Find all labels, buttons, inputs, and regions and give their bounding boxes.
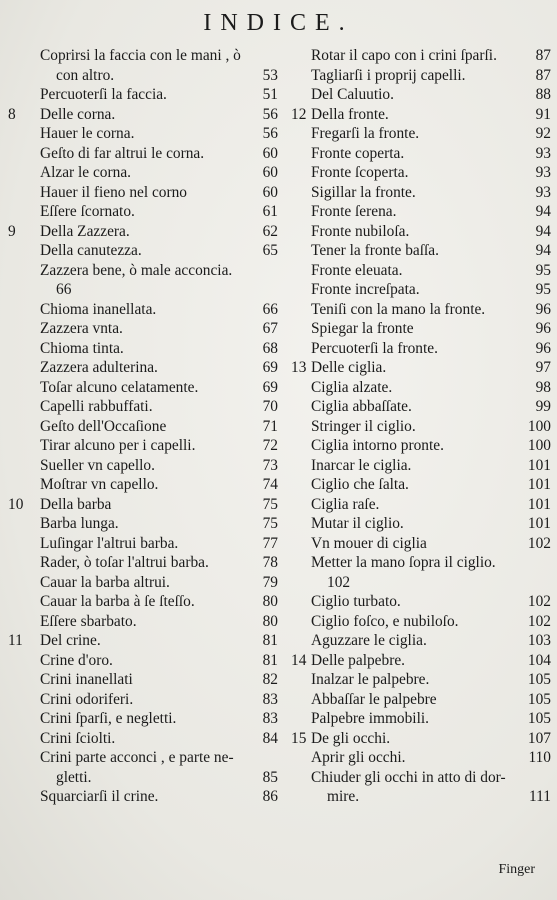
page-number: 51 bbox=[262, 86, 278, 103]
page-number: 83 bbox=[262, 690, 278, 708]
page-number: 101 bbox=[527, 456, 551, 474]
entry-text: Hauer le corna. bbox=[40, 125, 135, 142]
entry-text: Cauar la barba altrui. bbox=[40, 573, 170, 591]
entry-text: Tagliarſi i proprij capelli. bbox=[311, 66, 466, 84]
index-entry bbox=[291, 300, 551, 320]
page-number: 96 bbox=[535, 300, 551, 318]
page-number: 94 bbox=[535, 203, 551, 220]
entry-text: Hauer il fieno nel corno bbox=[40, 183, 188, 201]
index-entry bbox=[8, 85, 278, 105]
entry-text: gletti. bbox=[56, 768, 92, 786]
index-entry bbox=[291, 144, 551, 164]
index-entry bbox=[8, 46, 278, 66]
index-entry bbox=[291, 631, 551, 651]
entry-text: Metter la mano ſopra il ciglio. bbox=[311, 554, 496, 571]
index-entry bbox=[8, 631, 278, 651]
catchword: Finger bbox=[498, 862, 535, 877]
page-number: 75 bbox=[262, 495, 278, 513]
index-column-right bbox=[291, 46, 551, 807]
entry-text: Crini ſparſi, e negletti. bbox=[40, 710, 177, 727]
index-entry bbox=[291, 261, 551, 281]
page-number: 74 bbox=[262, 476, 278, 493]
entry-text: Zazzera vnta. bbox=[40, 320, 123, 337]
entry-text: Delle ciglia. bbox=[311, 359, 387, 376]
entry-text: Geſto dell'Occaſione bbox=[40, 417, 167, 435]
entry-text: Inarcar le ciglia. bbox=[311, 456, 412, 474]
index-entry bbox=[291, 46, 551, 66]
page-number: 105 bbox=[527, 710, 551, 727]
page-number: 81 bbox=[262, 651, 278, 669]
entry-text: Fregarſi la fronte. bbox=[311, 125, 420, 142]
entry-text: De gli occhi. bbox=[311, 729, 391, 747]
entry-text: Geſto di far altrui le corna. bbox=[40, 144, 205, 162]
entry-text: Chioma inanellata. bbox=[40, 300, 157, 318]
page-number: 56 bbox=[262, 125, 278, 142]
entry-text: mire. bbox=[327, 788, 360, 805]
entry-text: Rotar il capo con i crini ſparſi. bbox=[311, 47, 497, 64]
entry-text: Squarciarſi il crine. bbox=[40, 788, 159, 805]
entry-text: Luſingar l'altrui barba. bbox=[40, 534, 179, 552]
entry-text: Alzar le corna. bbox=[40, 164, 132, 181]
entry-text: Delle corna. bbox=[40, 105, 116, 123]
page-number: 80 bbox=[262, 612, 278, 630]
chapter-number: 12 bbox=[291, 105, 307, 123]
entry-text: Chiuder gli occhi in atto di dor- bbox=[311, 768, 506, 786]
page-number: 94 bbox=[535, 242, 551, 259]
entry-text: Crini odoriferi. bbox=[40, 690, 134, 708]
page-number: 101 bbox=[527, 495, 551, 513]
index-entry bbox=[8, 319, 278, 339]
page-number: 97 bbox=[535, 359, 551, 376]
index-entry bbox=[291, 358, 551, 378]
page-number: 88 bbox=[535, 86, 551, 103]
entry-text: Tirar alcuno per i capelli. bbox=[40, 437, 196, 454]
page-number: 102 bbox=[527, 612, 551, 630]
index-entry bbox=[8, 690, 278, 710]
entry-text: Eſſere sbarbato. bbox=[40, 612, 137, 630]
page-number: 96 bbox=[535, 339, 551, 357]
index-entry bbox=[291, 709, 551, 729]
entry-text: 102 bbox=[327, 573, 351, 591]
index-entry bbox=[8, 475, 278, 495]
index-entry bbox=[291, 573, 551, 593]
index-entry bbox=[8, 202, 278, 222]
entry-text: Ciglia alzate. bbox=[311, 378, 393, 396]
index-entry bbox=[291, 651, 551, 671]
page-number: 102 bbox=[527, 593, 551, 610]
index-entry bbox=[8, 378, 278, 398]
page-title: INDICE. bbox=[203, 10, 354, 36]
index-entry bbox=[8, 729, 278, 749]
page-number: 98 bbox=[535, 378, 551, 396]
index-entry bbox=[291, 241, 551, 261]
entry-text: Barba lunga. bbox=[40, 515, 119, 532]
index-entry bbox=[8, 300, 278, 320]
entry-text: Crini ſciolti. bbox=[40, 729, 116, 747]
entry-text: Chioma tinta. bbox=[40, 339, 124, 357]
chapter-number: 9 bbox=[8, 222, 16, 240]
index-entry bbox=[291, 456, 551, 476]
index-entry bbox=[291, 280, 551, 300]
page-number: 66 bbox=[262, 300, 278, 318]
index-entry bbox=[291, 124, 551, 144]
index-entry bbox=[8, 495, 278, 515]
entry-text: Aguzzare le ciglia. bbox=[311, 632, 427, 649]
index-entry bbox=[8, 241, 278, 261]
index-entry bbox=[291, 339, 551, 359]
chapter-number: 13 bbox=[291, 359, 307, 376]
index-entry bbox=[291, 475, 551, 495]
page-number: 92 bbox=[535, 125, 551, 142]
index-column-left bbox=[8, 46, 278, 807]
entry-text: Stringer il ciglio. bbox=[311, 417, 416, 435]
entry-text: Ciglio turbato. bbox=[311, 593, 401, 610]
index-entry bbox=[8, 612, 278, 632]
entry-text: Ciglia intorno pronte. bbox=[311, 437, 444, 454]
page-number: 87 bbox=[535, 47, 551, 64]
index-entry bbox=[8, 787, 278, 807]
index-entry bbox=[291, 768, 551, 788]
index-entry bbox=[291, 534, 551, 554]
page-number: 85 bbox=[262, 768, 278, 786]
page-number: 77 bbox=[262, 534, 278, 552]
index-entry bbox=[291, 183, 551, 203]
entry-text: Delle palpebre. bbox=[311, 651, 406, 669]
entry-text: Mutar il ciglio. bbox=[311, 515, 404, 532]
index-entry bbox=[291, 592, 551, 612]
index-entry bbox=[8, 339, 278, 359]
page-number: 69 bbox=[262, 378, 278, 396]
entry-text: Del Caluutio. bbox=[311, 86, 394, 103]
index-entry bbox=[8, 456, 278, 476]
chapter-number: 10 bbox=[8, 495, 24, 513]
index-entry bbox=[291, 553, 551, 573]
chapter-number: 14 bbox=[291, 651, 307, 669]
index-entry bbox=[291, 105, 551, 125]
entry-text: Fronte coperta. bbox=[311, 144, 405, 162]
index-entry bbox=[291, 787, 551, 807]
page-number: 93 bbox=[535, 183, 551, 201]
index-entry bbox=[8, 553, 278, 573]
page-number: 111 bbox=[529, 788, 551, 805]
page-number: 60 bbox=[262, 164, 278, 181]
page-number: 103 bbox=[527, 632, 551, 649]
entry-text: Capelli rabbuffati. bbox=[40, 398, 153, 415]
index-entry bbox=[291, 397, 551, 417]
index-entry bbox=[8, 436, 278, 456]
entry-text: Sueller vn capello. bbox=[40, 456, 155, 474]
index-entry bbox=[8, 66, 278, 86]
chapter-number: 11 bbox=[8, 632, 23, 649]
index-entry bbox=[291, 202, 551, 222]
page-number: 60 bbox=[262, 144, 278, 162]
page-number: 56 bbox=[262, 105, 278, 123]
index-entry bbox=[8, 163, 278, 183]
index-entry bbox=[291, 222, 551, 242]
entry-text: Della barba bbox=[40, 495, 112, 513]
entry-text: Vn mouer di ciglia bbox=[311, 534, 427, 552]
index-entry bbox=[8, 417, 278, 437]
page-number: 82 bbox=[262, 671, 278, 688]
entry-text: Aprir gli occhi. bbox=[311, 749, 406, 766]
page-number: 95 bbox=[535, 261, 551, 279]
entry-text: Fronte eleuata. bbox=[311, 261, 403, 279]
page-number: 95 bbox=[535, 281, 551, 298]
page-number: 68 bbox=[262, 339, 278, 357]
index-entry bbox=[8, 105, 278, 125]
entry-text: Fronte nubiloſa. bbox=[311, 222, 410, 240]
entry-text: Della fronte. bbox=[311, 105, 389, 123]
index-entry bbox=[291, 514, 551, 534]
index-entry bbox=[291, 690, 551, 710]
page-number: 84 bbox=[262, 729, 278, 747]
page-number: 93 bbox=[535, 144, 551, 162]
page-number: 75 bbox=[262, 515, 278, 532]
entry-text: Inalzar le palpebre. bbox=[311, 671, 430, 688]
page-number: 65 bbox=[262, 242, 278, 259]
page-number: 70 bbox=[262, 398, 278, 415]
page-number: 93 bbox=[535, 164, 551, 181]
entry-text: Della Zazzera. bbox=[40, 222, 130, 240]
entry-text: Abbaſſar le palpebre bbox=[311, 690, 437, 708]
entry-text: Del crine. bbox=[40, 632, 101, 649]
chapter-number: 8 bbox=[8, 105, 16, 123]
index-entry bbox=[291, 163, 551, 183]
page-number: 110 bbox=[528, 749, 551, 766]
entry-text: Crini inanellati bbox=[40, 671, 133, 688]
page-number: 67 bbox=[262, 320, 278, 337]
entry-text: Teniſi con la mano la fronte. bbox=[311, 300, 486, 318]
entry-text: Crini parte acconci , e parte ne- bbox=[40, 749, 234, 766]
index-entry bbox=[291, 319, 551, 339]
index-entry bbox=[8, 651, 278, 671]
index-entry bbox=[291, 729, 551, 749]
entry-text: Percuoterſi la faccia. bbox=[40, 86, 167, 103]
page-number: 86 bbox=[262, 788, 278, 805]
entry-text: Rader, ò toſar l'altrui barba. bbox=[40, 554, 209, 571]
index-entry bbox=[8, 534, 278, 554]
index-entry bbox=[291, 495, 551, 515]
page-number: 107 bbox=[527, 729, 551, 747]
entry-text: Sigillar la fronte. bbox=[311, 183, 416, 201]
page-number: 91 bbox=[535, 105, 551, 123]
page-number: 53 bbox=[262, 66, 278, 84]
entry-text: Ciglia abbaſſate. bbox=[311, 398, 412, 415]
page-number: 62 bbox=[262, 222, 278, 240]
page-number: 81 bbox=[262, 632, 278, 649]
index-entry bbox=[8, 358, 278, 378]
entry-text: Cauar la barba à ſe ſteſſo. bbox=[40, 593, 195, 610]
index-entry bbox=[8, 592, 278, 612]
index-entry bbox=[8, 183, 278, 203]
index-entry bbox=[291, 670, 551, 690]
entry-text: Tener la fronte baſſa. bbox=[311, 242, 439, 259]
index-entry bbox=[8, 768, 278, 788]
entry-text: Zazzera adulterina. bbox=[40, 359, 158, 376]
index-entry bbox=[291, 417, 551, 437]
page-number: 71 bbox=[262, 417, 278, 435]
index-entry bbox=[291, 66, 551, 86]
page-number: 80 bbox=[262, 593, 278, 610]
page-number: 69 bbox=[262, 359, 278, 376]
page-number: 101 bbox=[527, 515, 551, 532]
page-number: 105 bbox=[527, 690, 551, 708]
page-number: 94 bbox=[535, 222, 551, 240]
index-entry bbox=[8, 144, 278, 164]
entry-text: Crine d'oro. bbox=[40, 651, 113, 669]
entry-text: Fronte increſpata. bbox=[311, 281, 420, 298]
index-entry bbox=[8, 573, 278, 593]
page-number: 105 bbox=[527, 671, 551, 688]
entry-text: Della canutezza. bbox=[40, 242, 142, 259]
page-number: 96 bbox=[535, 320, 551, 337]
page-number: 72 bbox=[262, 437, 278, 454]
entry-text: Palpebre immobili. bbox=[311, 710, 429, 727]
index-entry bbox=[291, 85, 551, 105]
index-entry bbox=[8, 222, 278, 242]
index-entry bbox=[8, 670, 278, 690]
entry-text: Ciglia raſe. bbox=[311, 495, 380, 513]
chapter-number: 15 bbox=[291, 729, 307, 747]
index-entry bbox=[8, 397, 278, 417]
entry-text: Ciglio che ſalta. bbox=[311, 476, 409, 493]
index-entry bbox=[8, 124, 278, 144]
entry-text: Eſſere ſcornato. bbox=[40, 203, 135, 220]
entry-text: con altro. bbox=[56, 66, 115, 84]
index-entry bbox=[291, 748, 551, 768]
index-entry bbox=[8, 280, 278, 300]
page-number: 61 bbox=[262, 203, 278, 220]
page-number: 99 bbox=[535, 398, 551, 415]
entry-text: Fronte ſerena. bbox=[311, 203, 397, 220]
entry-text: 66 bbox=[56, 281, 72, 298]
index-entry bbox=[291, 378, 551, 398]
index-entry bbox=[8, 748, 278, 768]
page-number: 78 bbox=[262, 554, 278, 571]
entry-text: Percuoterſi la fronte. bbox=[311, 339, 438, 357]
entry-text: Fronte ſcoperta. bbox=[311, 164, 409, 181]
index-entry bbox=[8, 514, 278, 534]
entry-text: Zazzera bene, ò male acconcia. bbox=[40, 261, 233, 279]
page-number: 101 bbox=[527, 476, 551, 493]
page-number: 100 bbox=[527, 437, 551, 454]
page-number: 104 bbox=[527, 651, 551, 669]
page-number: 79 bbox=[262, 573, 278, 591]
index-entry bbox=[8, 709, 278, 729]
entry-text: Moſtrar vn capello. bbox=[40, 476, 159, 493]
entry-text: Spiegar la fronte bbox=[311, 320, 414, 337]
entry-text: Coprirsi la faccia con le mani , ò bbox=[40, 47, 241, 64]
page-number: 100 bbox=[527, 417, 551, 435]
index-entry bbox=[8, 261, 278, 281]
entry-text: Toſar alcuno celatamente. bbox=[40, 378, 199, 396]
page-number: 83 bbox=[262, 710, 278, 727]
page-number: 60 bbox=[262, 183, 278, 201]
page-number: 102 bbox=[527, 534, 551, 552]
page-number: 73 bbox=[262, 456, 278, 474]
index-entry bbox=[291, 612, 551, 632]
page-number: 87 bbox=[535, 66, 551, 84]
entry-text: Ciglio foſco, e nubiloſo. bbox=[311, 612, 459, 630]
index-entry bbox=[291, 436, 551, 456]
